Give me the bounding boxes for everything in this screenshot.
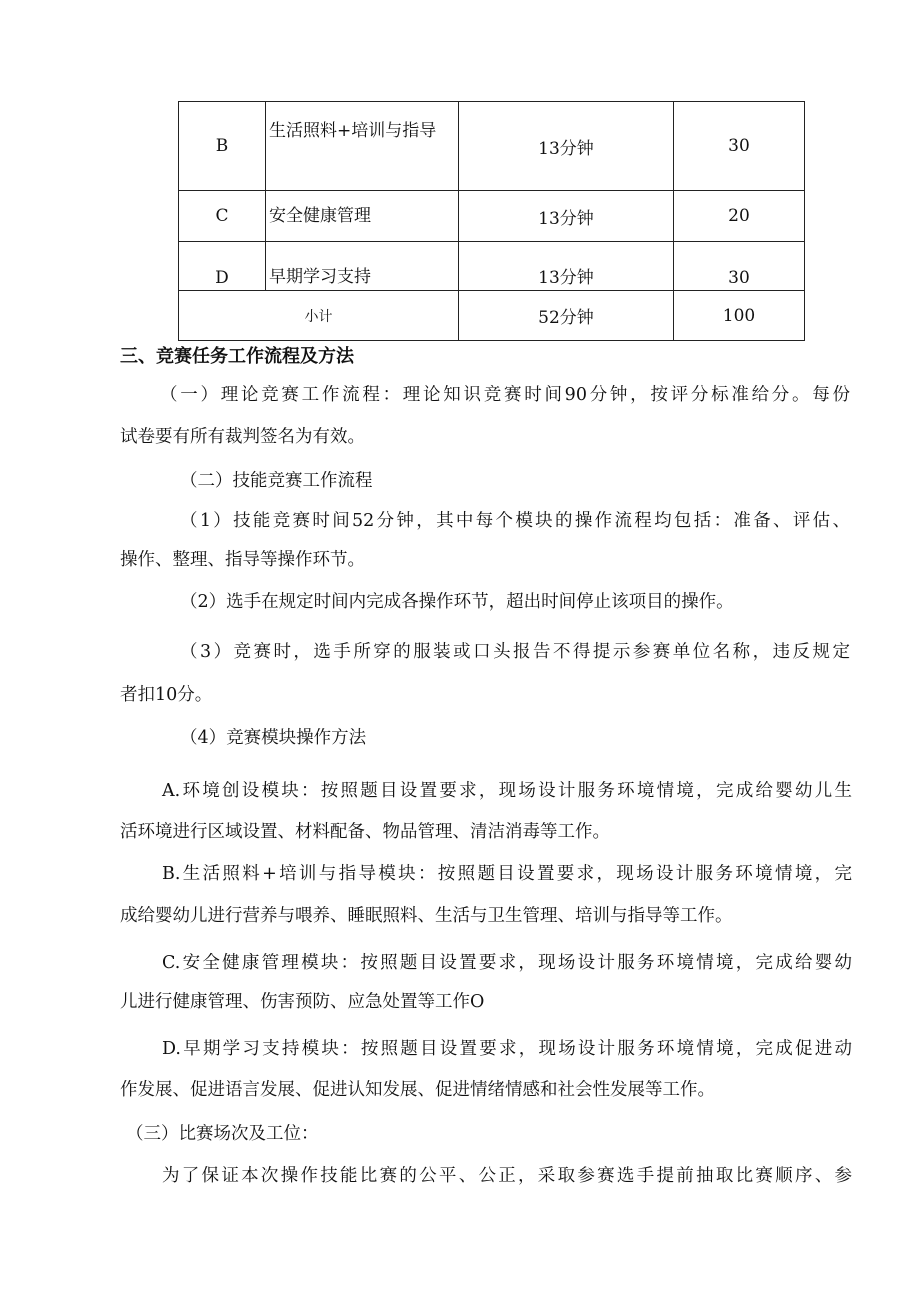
module-time: 13分钟 (459, 102, 674, 191)
paragraph-line: C.安全健康管理模块：按照题目设置要求，现场设计服务环境情境，完成给婴幼 (162, 953, 852, 973)
module-time: 13分钟 (459, 191, 674, 242)
table-row (179, 242, 805, 291)
module-name: 生活照料+培训与指导 (266, 102, 459, 191)
paragraph-line: 者扣10分。 (120, 685, 213, 705)
subtotal-time: 52分钟 (459, 291, 674, 341)
paragraph-line: 成给婴幼儿进行营养与喂养、睡眠照料、生活与卫生管理、培训与指导等工作。 (120, 906, 733, 926)
table-row-subtotal (179, 291, 805, 341)
paragraph-line: 儿进行健康管理、伤害预防、应急处置等工作O (120, 992, 485, 1012)
module-time: 13分钟 (459, 242, 674, 291)
paragraph-line: （1）技能竞赛时间52分钟，其中每个模块的操作流程均包括：准备、评估、 (180, 511, 850, 531)
paragraph-line: （一）理论竞赛工作流程：理论知识竞赛时间90分钟，按评分标准给分。每份 (160, 385, 850, 405)
module-name: 早期学习支持 (266, 242, 459, 291)
module-letter: D (179, 242, 266, 291)
module-score: 30 (674, 242, 805, 291)
table-row (179, 191, 805, 242)
module-name: 安全健康管理 (266, 191, 459, 242)
module-letter: B (179, 102, 266, 191)
paragraph-line: A.环境创设模块：按照题目设置要求，现场设计服务环境情境，完成给婴幼儿生 (162, 781, 852, 801)
paragraph-line: 作发展、促进语言发展、促进认知发展、促进情绪情感和社会性发展等工作。 (120, 1080, 715, 1100)
module-letter: C (179, 191, 266, 242)
section-heading: 三、竞赛任务工作流程及方法 (120, 346, 354, 367)
paragraph-line: 操作、整理、指导等操作环节。 (120, 550, 365, 570)
paragraph-line: B.生活照料+培训与指导模块：按照题目设置要求，现场设计服务环境情境，完 (162, 864, 852, 884)
paragraph-line: D.早期学习支持模块：按照题目设置要求，现场设计服务环境情境，完成促进动 (162, 1039, 852, 1059)
table-row (179, 102, 805, 191)
subtotal-label: 小计 (179, 291, 459, 341)
subtotal-score: 100 (674, 291, 805, 341)
paragraph-line: （4）竞赛模块操作方法 (180, 728, 367, 748)
paragraph-line: （三）比赛场次及工位： (126, 1124, 319, 1144)
module-score: 30 (674, 102, 805, 191)
paragraph-line: （3）竞赛时，选手所穿的服装或口头报告不得提示参赛单位名称，违反规定 (180, 642, 850, 662)
module-score: 20 (674, 191, 805, 242)
paragraph-line: 试卷要有所有裁判签名为有效。 (120, 427, 365, 447)
module-score-table (178, 101, 805, 341)
paragraph-line: （二）技能竞赛工作流程 (180, 471, 373, 491)
paragraph-line: 活环境进行区域设置、材料配备、物品管理、清洁消毒等工作。 (120, 822, 610, 842)
paragraph-line: 为了保证本次操作技能比赛的公平、公正，采取参赛选手提前抽取比赛顺序、参 (162, 1166, 852, 1186)
paragraph-line: （2）选手在规定时间内完成各操作环节，超出时间停止该项目的操作。 (180, 592, 734, 612)
